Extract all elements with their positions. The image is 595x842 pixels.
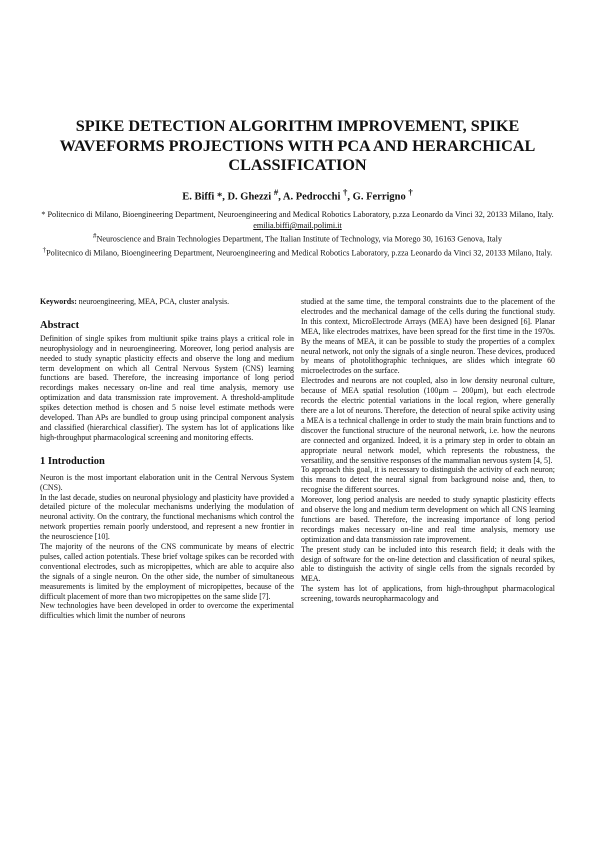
author-pedrocchi: , A. Pedrocchi [278, 191, 344, 203]
paragraph: To approach this goal, it is necessary to distinguish the activity of each neuron; this means to detect the neural signal from background noise and, then, to recognise the different sources. [301, 465, 555, 495]
left-column [40, 297, 294, 621]
abstract-text: Definition of single spikes from multiunit spike trains plays a critical role in neurophysiology and in neuroengineering. Moreover, long period analysis are needed to study synaptic plasticity effects and observe the long and medium term development on which all Central Nervous System (CNS) learning functions are based. Therefore, the increasing importance of long period recordings makes necessary on-line and real time analysis, memory use optimization and data transmission rate improvement. A threshold-amplitude spikes detection method is chosen and 5 noise level estimate methods were developed. Than APs are bundled to group using principal component analysis and classified (hierarchical classifier). The system has lot of applications like high-throughput pharmacological screening and monitoring effects. [40, 333, 294, 442]
affiliation-mark: # [273, 187, 279, 197]
affiliation-mark: † [408, 187, 413, 197]
affiliation-mark: † [343, 187, 348, 197]
keywords-text: neuroengineering, MEA, PCA, cluster analysis. [76, 297, 230, 306]
abstract-heading: Abstract [40, 319, 80, 331]
author-ferrigno: , G. Ferrigno [347, 191, 409, 203]
affiliation-mark: # [93, 233, 97, 240]
paragraph: The majority of the neurons of the CNS communicate by means of electric pulses, called action potentials. These brief voltage spikes can be recorded with conventional electrodes, such as micropipettes, which are able to acquire also the signals of a single neuron. On the other side, the number of simultaneous measurements is limited by the employment of micropipettes, because of the difficult placement of more than two micropipettes on the same slide [7]. [40, 542, 294, 601]
affiliation-mark: † [42, 246, 47, 254]
paragraph: studied at the same time, the temporal constraints due to the placement of the electrodes and the mechanical damage of the cells during the functional study. In this context, MicroElectrode Arrays (MEA) have been designed [6]. Planar MEA, like electrodes matrixes, have been spread for the first time in the 1970s. By the means of MEA, it can be possible to study the properties of a complex neural network, not only the signals of a single neuron. These devices, produced by means of photolithographic techniques, are slides which integrate 60 microelectrodes on the surface. [301, 297, 555, 376]
affiliation-iit: #Neuroscience and Brain Technologies Department, The Italian Institute of Technology, via Morego 30, 16163 Genova, Italy [93, 233, 502, 244]
keywords [40, 297, 294, 307]
paragraph: Moreover, long period analysis are needed to study synaptic plasticity effects and observe the long and medium term development on which all CNS learning functions are based. Therefore, the increasing importance of long period recordings makes necessary on-line and real time analysis, memory use optimization and data transmission rate improvement. [301, 495, 555, 544]
author-list [40, 187, 555, 203]
paragraph: Neuron is the most important elaboration unit in the Central Nervous System (CNS). [40, 472, 294, 492]
affiliation-polimi: * Politecnico di Milano, Bioengineering Department, Neuroengineering and Medical Robotics Laboratory, p.zza Leonardo da Vinci 32, 20133 Milano, Italy. emilia.biffi@mail.polimi.it [41, 210, 554, 230]
paragraph: New technologies have been developed in order to overcome the experimental difficulties which limit the number of neurons [40, 601, 294, 621]
section-heading-introduction: 1 Introduction [40, 455, 105, 467]
right-column [301, 297, 555, 604]
author-biffi: E. Biffi *, [182, 191, 228, 203]
paper-title: SPIKE DETECTION ALGORITHM IMPROVEMENT, SPIKE WAVEFORMS PROJECTIONS WITH PCA AND HERARCHICAL CLASSIFICATION [59, 117, 536, 174]
affiliation-polimi-2: †Politecnico di Milano, Bioengineering Department, Neuroengineering and Medical Robotics Laboratory, p.zza Leonardo da Vinci 32, 20133 Milano, Italy. [42, 246, 553, 258]
email-link[interactable]: emilia.biffi@mail.polimi.it [253, 221, 342, 230]
paragraph: In the last decade, studies on neuronal physiology and plasticity have provided a detailed picture of the molecular mechanisms underlying the modulation of neuronal activity. On the contrary, the functional mechanisms which control the network properties remain poorly understood, and represent a new frontier in the neuroscience [10]. [40, 492, 294, 542]
author-ghezzi: D. Ghezzi [227, 191, 274, 203]
affiliations [30, 209, 565, 258]
paragraph: The present study can be included into this research field; it deals with the design of software for the on-line detection and classification of neural spikes, able to distinguish the activity of single cells from the signals recorded by MEA. [301, 544, 555, 584]
paragraph: The system has lot of applications, from high-throughput pharmacological screening, towards neuropharmacology and [301, 584, 555, 604]
paragraph: Electrodes and neurons are not coupled, also in low density neuronal culture, because of MEA spatial resolution (100μm – 200μm), but each electrode records the electric potential variations in the local region, where generally there are a lot of neurons. Therefore, the detection of neural spike activity using a MEA is a technical challenge in order to study the main brain functions and to discover the functional structure of the neuronal network, i.e. how the neurons are connected and organized. Indeed, it is a primary step in order to obtain an appropriate neural network model, which represents the robustness, the versatility, and the sensitive responses of the mammalian nervous system [4, 5]. [301, 376, 555, 465]
keywords-label: Keywords: [40, 297, 77, 306]
